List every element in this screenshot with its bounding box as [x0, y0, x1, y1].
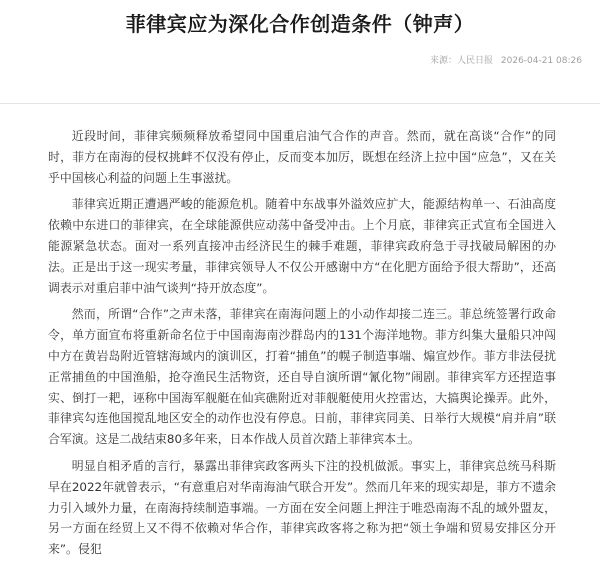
article-source[interactable]: 人民日报	[457, 56, 494, 66]
article-meta	[425, 53, 582, 66]
article-paragraph: 明显自相矛盾的言行，暴露出菲律宾政客两头下注的投机做派。事实上，菲律宾总统马科斯早在2022年就曾表示，“有意重启对华南海油气联合开发”。然而几年来的现实却是，菲方不遗余力引入域外力量，在南海持续制造事端。一方面在安全问题上押注于唯恐南海不乱的域外盟友，另一方面在经贸上又不得不依赖对华合作，菲律宾政客将之称为把“领土争端和贸易安排区分开来”。侵犯	[48, 458, 556, 557]
article-timestamp: 2026-04-21 08:26	[500, 56, 582, 66]
article-body	[48, 126, 556, 566]
article-title: 菲律宾应为深化合作创造条件（钟声）	[125, 12, 475, 36]
title-divider	[0, 103, 600, 104]
source-label: 来源：	[429, 56, 457, 66]
article-paragraph: 近段时间，菲律宾频频释放希望同中国重启油气合作的声音。然而，就在高谈“合作”的同时，菲方在南海的侵权挑衅不仅没有停止，反而变本加厉，既想在经济上拉中国“应急”，又在关乎中国核心利益的问题上生事滋扰。	[48, 129, 556, 185]
article-paragraph: 菲律宾近期正遭遇严峻的能源危机。随着中东战事外溢效应扩大，能源结构单一、石油高度依赖中东进口的菲律宾，在全球能源供应动荡中备受冲击。上个月底，菲律宾正式宣布全国进入能源紧急状态。面对一系列直接冲击经济民生的棘手难题，菲律宾政府急于寻找破局解困的办法。正是出于这一现实考量，菲律宾领导人不仅公开感谢中方“在化肥方面给予很大帮助”，还高调表示对重启菲中油气谈判“持开放态度”。	[48, 197, 556, 295]
article-paragraph: 然而，所谓“合作”之声未落，菲律宾在南海问题上的小动作却接二连三。菲总统签署行政命令，单方面宣布将重新命名位于中国南海南沙群岛内的131个海洋地物。菲方纠集大量船只冲闯中方在黄岩岛附近管辖海域内的演训区，打着“捕鱼”的幌子制造事端、煽宣炒作。菲方非法侵扰正常捕鱼的中国渔船，抢夺渔民生活物资，还自导自演所谓“氰化物”闹剧。菲律宾军方还捏造事实、倒打一耙，诬称中国海军舰艇在仙宾礁附近对菲舰艇使用火控雷达，大搞舆论操弄。此外，菲律宾勾连他国搅乱地区安全的动作也没有停息。日前，菲律宾同美、日举行大规模“肩并肩”联合军演。这是二战结束80多年来，日本作战人员首次踏上菲律宾本土。	[48, 307, 556, 447]
